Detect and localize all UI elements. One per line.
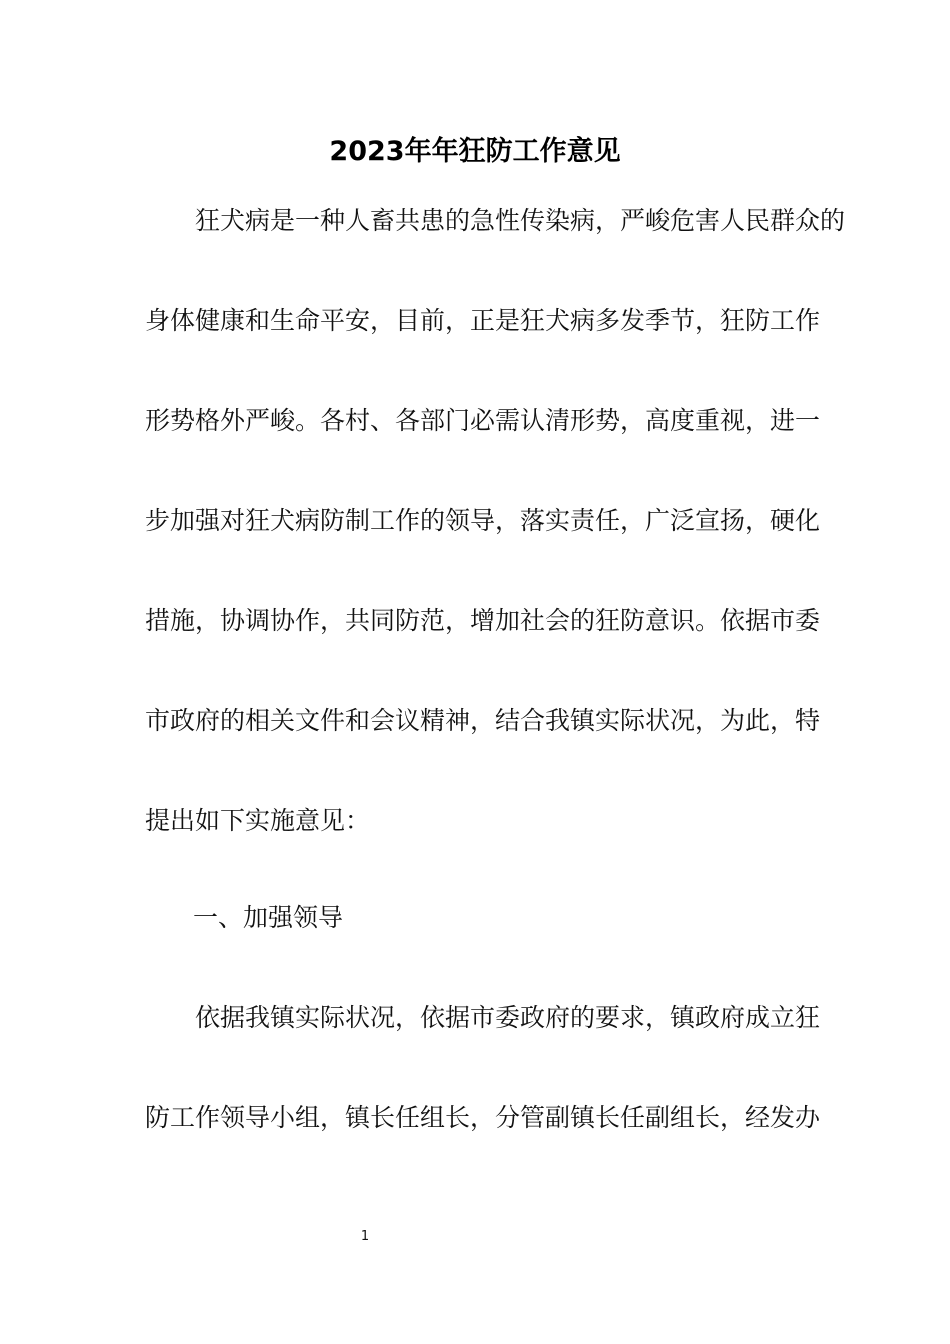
section-heading: 一、加强领导 [193, 903, 344, 932]
paragraph-line: 狂犬病是一种人畜共患的急性传染病，严峻危害人民群众的 [195, 206, 846, 235]
paragraph-line: 市政府的相关文件和会议精神，结合我镇实际状况，为此，特 [145, 706, 821, 735]
paragraph-line: 防工作领导小组，镇长任组长，分管副镇长任副组长，经发办 [145, 1103, 821, 1132]
paragraph-line: 形势格外严峻。各村、各部门必需认清形势，高度重视，进一 [145, 406, 821, 435]
paragraph-line: 提出如下实施意见： [145, 806, 371, 835]
paragraph-line: 步加强对狂犬病防制工作的领导，落实责任，广泛宣扬，硬化 [145, 506, 821, 535]
document-title: 2023年年狂防工作意见 [329, 136, 621, 167]
paragraph-line: 依据我镇实际状况，依据市委政府的要求，镇政府成立狂 [195, 1003, 821, 1032]
paragraph-line: 措施，协调协作，共同防范，增加社会的狂防意识。依据市委 [145, 606, 821, 635]
paragraph-line: 身体健康和生命平安，目前，正是狂犬病多发季节，狂防工作 [145, 306, 821, 335]
page-number: 1 [360, 1229, 370, 1244]
